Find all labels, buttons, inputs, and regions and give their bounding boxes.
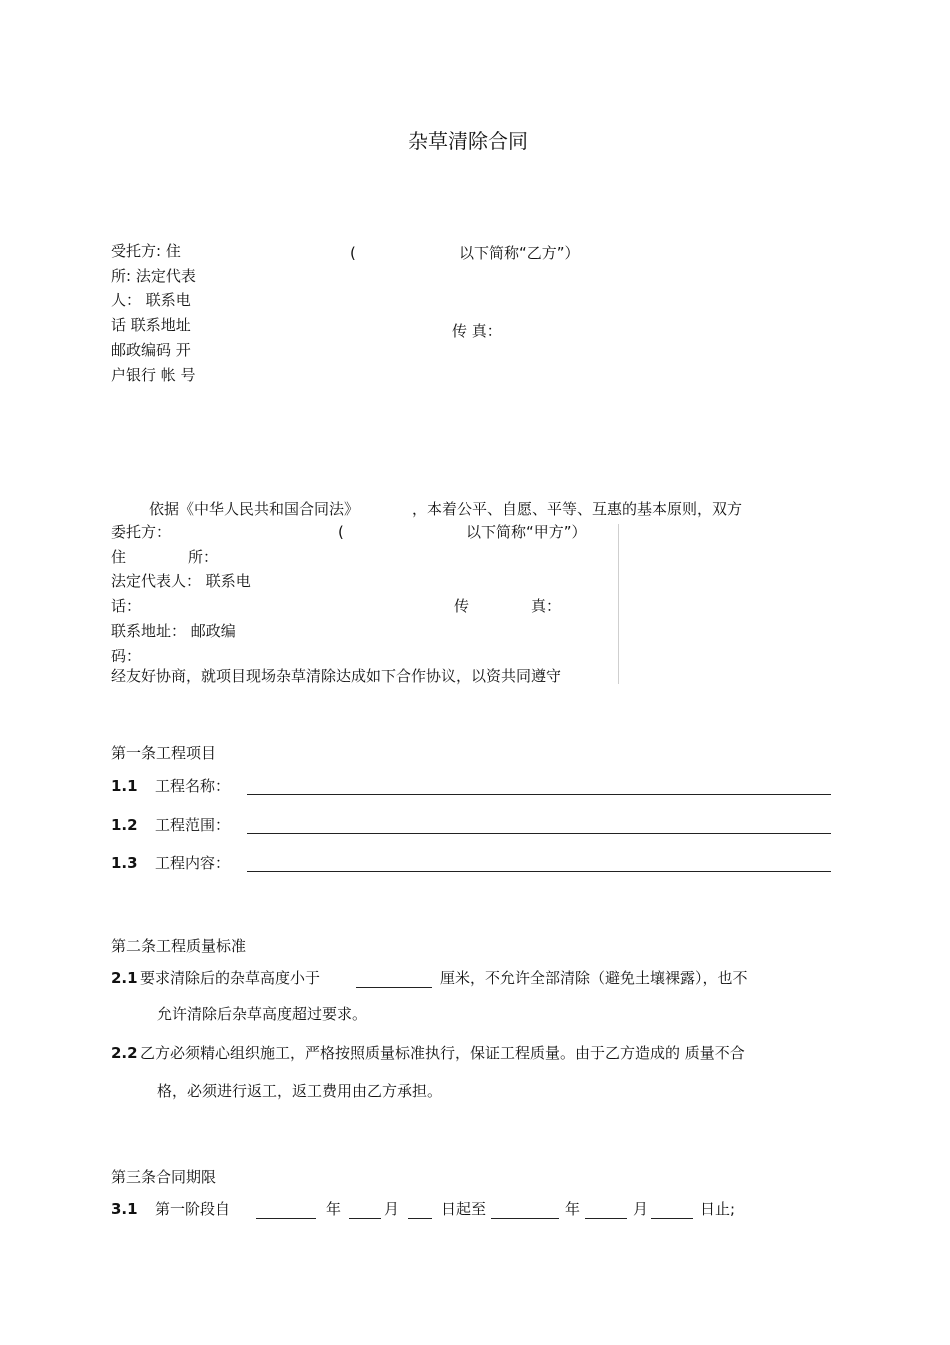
party-a-paren: (	[338, 523, 344, 541]
article-1-heading: 第一条工程项目	[111, 744, 217, 762]
date-unit-year: 年	[326, 1200, 342, 1218]
clause-text: 允许清除后杂草高度超过要求。	[157, 1005, 368, 1023]
party-a-address-label: 住	[111, 548, 127, 566]
party-b-line: 人： 联系电	[111, 291, 191, 309]
document-title: 杂草清除合同	[408, 129, 528, 153]
party-b-line: 话 联系地址	[111, 316, 191, 334]
clause-number: 1.3	[111, 854, 138, 872]
clause-text: 格，必须进行返工，返工费用由乙方承担。	[157, 1082, 443, 1100]
party-a-rep-line: 法定代表人： 联系电	[111, 572, 251, 590]
fill-in-blank	[408, 1218, 432, 1219]
clause-label: 第一阶段自	[155, 1200, 231, 1218]
date-unit-month: 月	[384, 1200, 400, 1218]
fill-in-blank	[247, 871, 831, 872]
party-a-fax-label: 传	[454, 597, 470, 615]
fill-in-blank	[349, 1218, 381, 1219]
clause-label: 工程范围：	[155, 816, 231, 834]
party-b-alias: 以下简称“乙方”）	[459, 244, 580, 262]
article-2-heading: 第二条工程质量标准	[111, 937, 247, 955]
fill-in-blank	[256, 1218, 316, 1219]
party-b-line: 户银行 帐 号	[111, 366, 196, 384]
party-b-paren: (	[350, 244, 356, 262]
party-a-alias: 以下简称“甲方”）	[466, 523, 587, 541]
clause-number: 1.1	[111, 777, 138, 795]
party-b-line: 邮政编码 开	[111, 341, 191, 359]
fill-in-blank	[585, 1218, 627, 1219]
clause-number: 2.2	[111, 1044, 138, 1062]
party-a-code-label: 码：	[111, 647, 142, 665]
article-3-heading: 第三条合同期限	[111, 1168, 217, 1186]
fill-in-blank	[356, 987, 432, 988]
intro-text-1: 依据《中华人民共和国合同法》	[149, 500, 360, 518]
date-unit-year: 年	[565, 1200, 581, 1218]
party-b-line: 受托方: 住	[111, 242, 181, 260]
clause-text: 厘米，不允许全部清除（避免土壤裸露），也不	[440, 969, 748, 987]
clause-number: 3.1	[111, 1200, 138, 1218]
date-range-to: 日止;	[700, 1200, 736, 1218]
date-unit-month: 月	[633, 1200, 649, 1218]
vertical-rule	[618, 524, 619, 684]
clause-text: 要求清除后的杂草高度小于	[140, 969, 321, 987]
party-a-phone-label: 话：	[111, 597, 142, 615]
party-a-fax-label: 真：	[531, 597, 562, 615]
party-a-address-label: 所：	[188, 548, 219, 566]
clause-number: 1.2	[111, 816, 138, 834]
fill-in-blank	[247, 833, 831, 834]
intro-closing: 经友好协商，就项目现场杂草清除达成如下合作协议，以资共同遵守	[111, 667, 562, 685]
clause-label: 工程名称：	[155, 777, 231, 795]
clause-label: 工程内容：	[155, 854, 231, 872]
party-b-fax-label: 传 真：	[452, 322, 502, 340]
party-b-line: 所: 法定代表	[111, 267, 196, 285]
fill-in-blank	[491, 1218, 559, 1219]
clause-number: 2.1	[111, 969, 138, 987]
party-a-label: 委托方：	[111, 523, 172, 541]
party-a-addr-line: 联系地址： 邮政编	[111, 622, 236, 640]
fill-in-blank	[247, 794, 831, 795]
clause-text: 乙方必须精心组织施工，严格按照质量标准执行，保证工程质量。由于乙方造成的 质量不合	[140, 1044, 745, 1062]
date-range-from: 日起至	[441, 1200, 487, 1218]
intro-text-2: ，本着公平、自愿、平等、互惠的基本原则，双方	[412, 500, 743, 518]
fill-in-blank	[651, 1218, 693, 1219]
